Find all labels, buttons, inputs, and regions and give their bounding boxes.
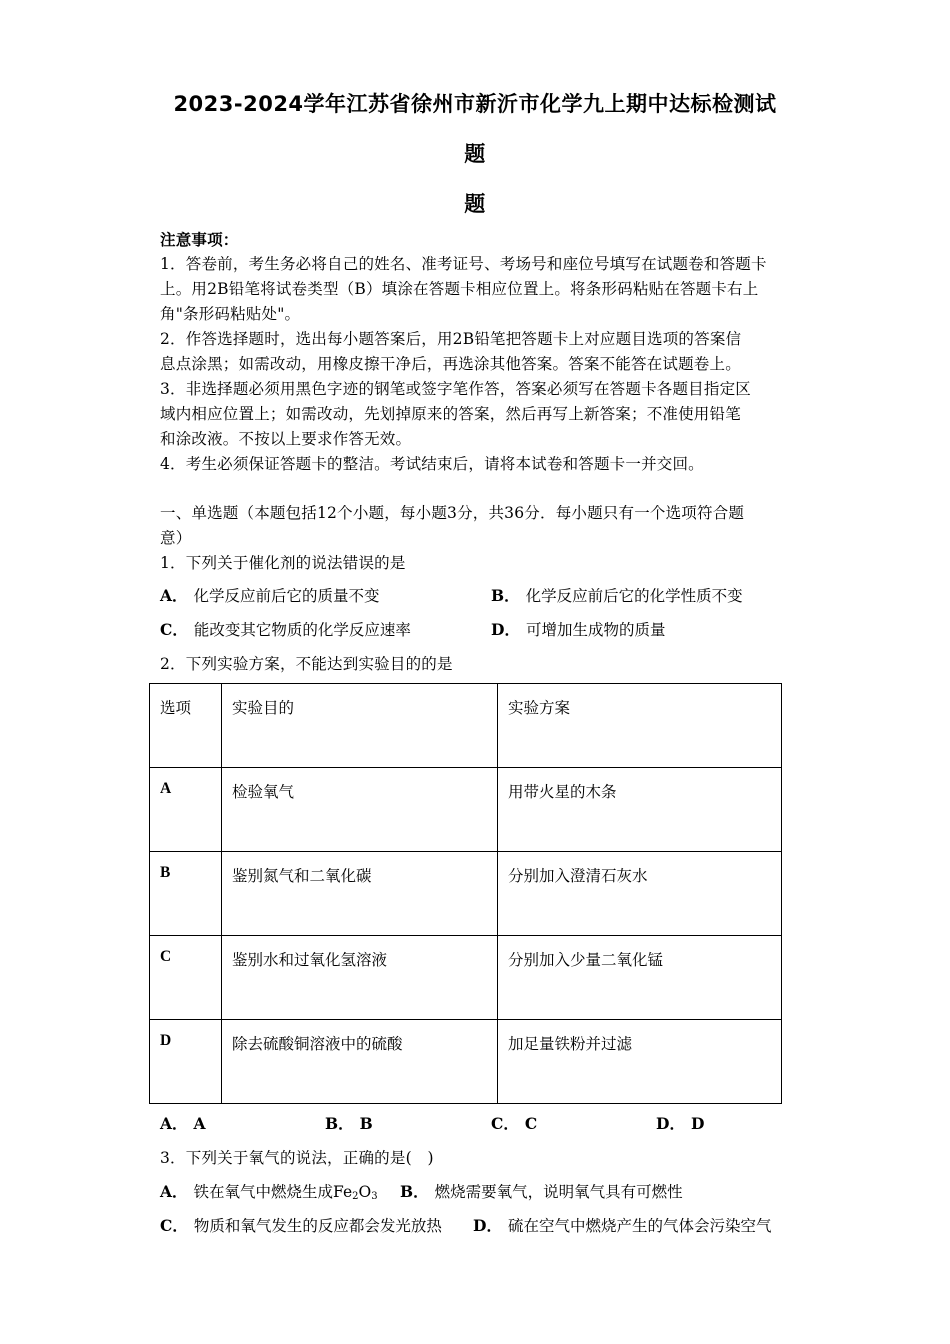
q2-option-a xyxy=(160,1112,206,1134)
option-text: 能改变其它物质的化学反应速率 xyxy=(193,621,411,639)
formula-element: O xyxy=(358,1183,372,1201)
exam-title-line2: 题 xyxy=(464,142,486,166)
formula-element: Fe xyxy=(333,1183,353,1201)
exam-title-line3: 题 xyxy=(464,192,486,216)
table-cell: 分别加入澄清石灰水 xyxy=(498,852,782,936)
header-cell: 实验方案 xyxy=(498,684,782,768)
q1-option-a xyxy=(160,584,380,606)
option-key: B． xyxy=(400,1182,429,1201)
table-cell: 除去硫酸铜溶液中的硫酸 xyxy=(222,1020,498,1104)
table-row xyxy=(150,852,782,936)
table-row xyxy=(150,1020,782,1104)
option-text: C xyxy=(524,1114,538,1133)
section-heading-cont: 意） xyxy=(160,529,192,547)
q2-option-c xyxy=(491,1112,537,1134)
option-text: A xyxy=(193,1114,206,1133)
option-key: B． xyxy=(325,1114,354,1133)
option-key: A． xyxy=(160,1182,188,1201)
notice-line: 1．答卷前，考生务必将自己的姓名、准考证号、考场号和座位号填写在试题卷和答题卡 xyxy=(160,255,767,273)
option-text: 化学反应前后它的质量不变 xyxy=(193,587,380,605)
notice-line: 角"条形码粘贴处"。 xyxy=(160,305,301,323)
option-text: 硫在空气中燃烧产生的气体会污染空气 xyxy=(507,1217,772,1235)
formula-subscript: 2 xyxy=(352,1191,359,1202)
table-cell: D xyxy=(150,1020,222,1104)
question-3-stem: 3．下列关于氧气的说法，正确的是( ) xyxy=(160,1149,434,1167)
table-cell: 检验氧气 xyxy=(222,768,498,852)
option-text: 燃烧需要氧气，说明氧气具有可燃性 xyxy=(434,1183,683,1201)
option-key: D． xyxy=(656,1114,685,1133)
q3-option-d xyxy=(473,1214,771,1236)
q1-option-c xyxy=(160,618,411,640)
question-1-stem: 1．下列关于催化剂的说法错误的是 xyxy=(160,554,406,572)
table-header-row xyxy=(150,684,782,768)
table-cell: 用带火星的木条 xyxy=(498,768,782,852)
option-key: D． xyxy=(491,620,520,639)
exam-title-line1: 2023-2024学年江苏省徐州市新沂市化学九上期中达标检测试 xyxy=(173,92,777,116)
table-cell: 鉴别氮气和二氧化碳 xyxy=(222,852,498,936)
notice-line: 域内相应位置上；如需改动，先划掉原来的答案，然后再写上新答案；不准使用铅笔 xyxy=(160,405,741,423)
option-text: B xyxy=(359,1114,373,1133)
table-cell: B xyxy=(150,852,222,936)
notice-line: 上。用2B铅笔将试卷类型（B）填涂在答题卡相应位置上。将条形码粘贴在答题卡右上 xyxy=(160,280,759,298)
option-key: A． xyxy=(160,1114,188,1133)
notice-line: 和涂改液。不按以上要求作答无效。 xyxy=(160,430,412,448)
notice-line: 3．非选择题必须用黑色字迹的钢笔或签字笔作答，答案必须写在答题卡各题目指定区 xyxy=(160,380,751,398)
option-key: C． xyxy=(160,1216,188,1235)
table-cell: 分别加入少量二氧化锰 xyxy=(498,936,782,1020)
q3-option-b xyxy=(400,1180,683,1202)
option-text: 物质和氧气发生的反应都会发光放热 xyxy=(193,1217,442,1235)
header-cell: 选项 xyxy=(150,684,222,768)
formula-subscript: 3 xyxy=(371,1191,378,1202)
q3-option-a xyxy=(160,1180,378,1202)
table-row xyxy=(150,768,782,852)
q3-option-c xyxy=(160,1214,442,1236)
table-cell: C xyxy=(150,936,222,1020)
notice-line: 2．作答选择题时，选出每小题答案后，用2B铅笔把答题卡上对应题目选项的答案信 xyxy=(160,330,742,348)
chemical-formula xyxy=(333,1183,378,1201)
option-text: 可增加生成物的质量 xyxy=(525,621,666,639)
option-key: D． xyxy=(473,1216,502,1235)
question-2-stem: 2．下列实验方案，不能达到实验目的的是 xyxy=(160,655,453,673)
table-cell: 鉴别水和过氧化氢溶液 xyxy=(222,936,498,1020)
option-key: A． xyxy=(160,586,188,605)
notice-heading: 注意事项： xyxy=(160,230,239,249)
q2-option-d xyxy=(656,1112,704,1134)
experiment-table xyxy=(149,683,782,1104)
table-row xyxy=(150,936,782,1020)
notice-line: 息点涂黑；如需改动，用橡皮擦干净后，再选涂其他答案。答案不能答在试题卷上。 xyxy=(160,355,741,373)
option-key: C． xyxy=(491,1114,519,1133)
q1-option-d xyxy=(491,618,665,640)
option-text: 铁在氧气中燃烧生成 xyxy=(193,1183,334,1201)
section-heading: 一、单选题（本题包括12个小题，每小题3分，共36分．每小题只有一个选项符合题 xyxy=(160,504,745,522)
option-text: D xyxy=(690,1114,705,1133)
table-cell: A xyxy=(150,768,222,852)
header-cell: 实验目的 xyxy=(222,684,498,768)
option-text: 化学反应前后它的化学性质不变 xyxy=(525,587,743,605)
option-key: B． xyxy=(491,586,520,605)
table-cell: 加足量铁粉并过滤 xyxy=(498,1020,782,1104)
q2-option-b xyxy=(325,1112,373,1134)
notice-line: 4．考生必须保证答题卡的整洁。考试结束后，请将本试卷和答题卡一并交回。 xyxy=(160,455,704,473)
option-key: C． xyxy=(160,620,188,639)
q1-option-b xyxy=(491,584,743,606)
